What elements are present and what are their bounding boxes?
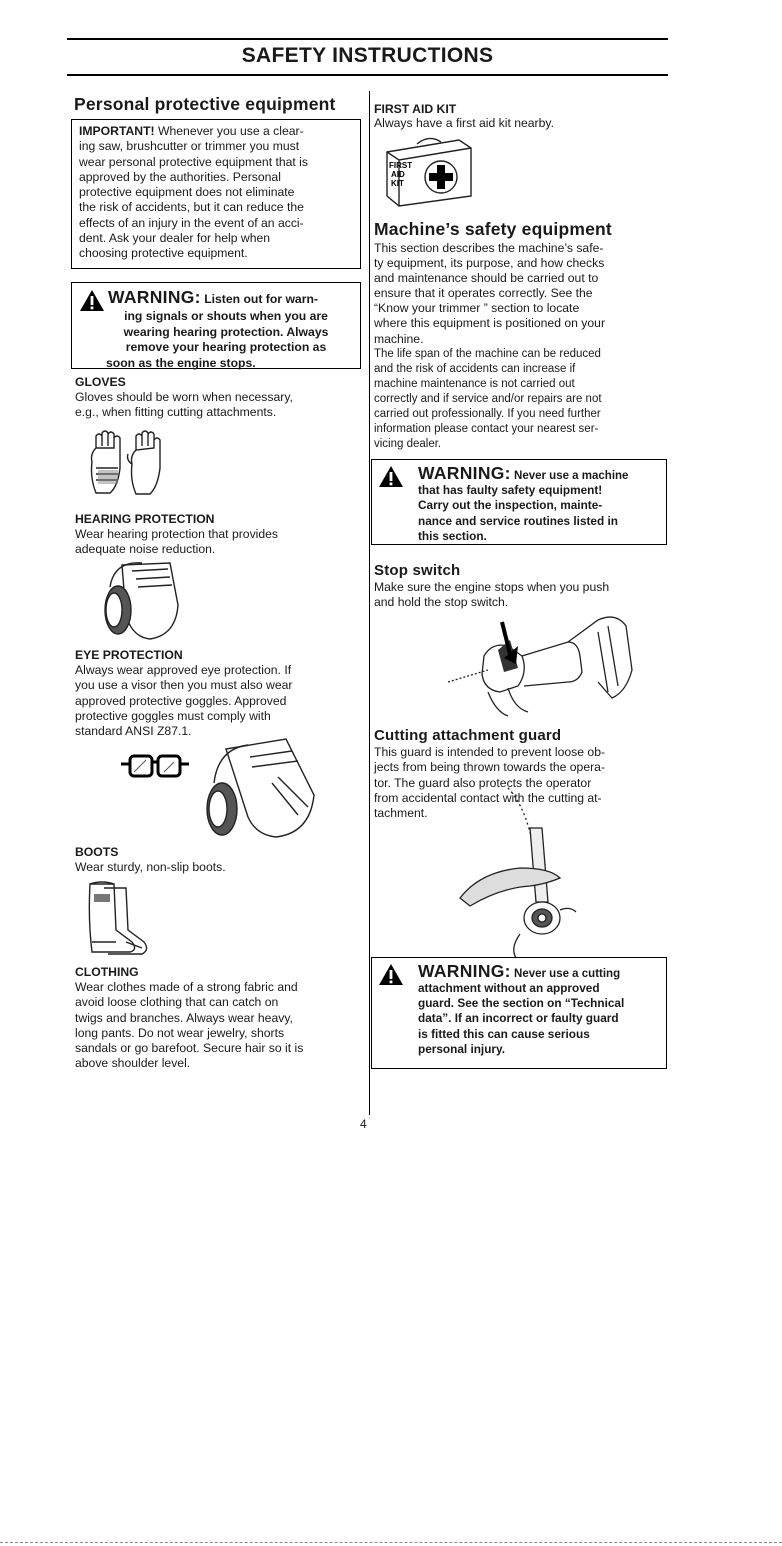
kit-label-first: FIRST bbox=[389, 161, 413, 170]
machine-safety-text: This section describes the machine’s safe- ty equipment, its purpose, and how checks and maintenance should be carried out to ensure that it operates correctly. See the “Know your trimmer ” section to locate where this equipment is positioned on your machine. The life span of the machine can be reduced and the risk of accidents can increase if machine maintenance is not carried out correctly and if service and/or repairs are not carried out professionally. If you need further information please contact your nearest ser- vicing dealer. bbox=[374, 241, 606, 451]
stop-switch-illustration bbox=[448, 612, 634, 722]
stop-switch-text: Make sure the engine stops when you push and hold the stop switch. bbox=[374, 580, 610, 610]
warning-body-guard: attachment without an approved guard. See the section on “Technical data”. If an incorrect or faulty guard is fitted this can cause serious personal injury. bbox=[418, 981, 625, 1056]
warning-text-guard: WARNING: Never use a cutting bbox=[418, 961, 621, 981]
boots-text: Wear sturdy, non-slip boots. bbox=[75, 860, 226, 874]
warning-body-safety-equipment: that has faulty safety equipment! Carry out the inspection, mainte- nance and service routines listed in this section. bbox=[418, 483, 618, 543]
boots-icon bbox=[86, 880, 152, 956]
kit-label-kit: KIT bbox=[391, 179, 404, 188]
gloves-text: Gloves should be worn when necessary, e.g., when fitting cutting attachments. bbox=[75, 390, 293, 420]
title-rule bbox=[67, 74, 668, 76]
warning-triangle-icon bbox=[378, 465, 404, 488]
eye-text: Always wear approved eye protection. If you use a visor then you must also wear approved protective goggles. Approved protective goggles must comply with standard ANSI Z87.1. bbox=[75, 663, 293, 739]
column-divider bbox=[369, 91, 370, 1115]
important-label: IMPORTANT! bbox=[79, 124, 155, 138]
guard-illustration bbox=[450, 788, 580, 958]
ppe-heading: Personal protective equipment bbox=[74, 94, 336, 114]
first-aid-text: Always have a first aid kit nearby. bbox=[374, 116, 554, 130]
guard-text: This guard is intended to prevent loose ob- jects from being thrown towards the opera- tor. The guard also protects the operator from accidental contact with the cutting at- tachment. bbox=[374, 745, 606, 821]
goggles-icon bbox=[120, 752, 190, 782]
important-text: IMPORTANT! Whenever you use a clear- ing saw, brushcutter or trimmer you must wear personal protective equipment that is approved by the authorities. Personal protective equipment does not eliminate the risk of accidents, but it can reduce the effects of an injury in the event of an acci- dent. Ask your dealer for help when choosing protective equipment. bbox=[79, 124, 308, 261]
gloves-icon bbox=[88, 428, 178, 498]
clothing-heading: CLOTHING bbox=[75, 965, 139, 979]
eye-heading: EYE PROTECTION bbox=[75, 648, 183, 662]
visor-icon bbox=[198, 737, 318, 839]
page-title: SAFETY INSTRUCTIONS bbox=[241, 44, 494, 67]
warning-triangle-icon bbox=[378, 963, 404, 986]
gloves-heading: GLOVES bbox=[75, 375, 126, 389]
first-aid-kit-icon bbox=[383, 132, 475, 208]
bottom-edge bbox=[0, 1542, 782, 1543]
clothing-text: Wear clothes made of a strong fabric and avoid loose clothing that can catch on twigs and branches. Always wear heavy, long pants. Do not wear jewelry, shorts sandals or go barefoot. Secure hair so it is above shoulder level. bbox=[75, 980, 304, 1071]
ear-protection-icon bbox=[92, 555, 182, 641]
boots-heading: BOOTS bbox=[75, 845, 119, 859]
warning-body-hearing: ing signals or shouts when you are wearing hearing protection. Always remove your hearing protection as soon as the engine stops. bbox=[106, 309, 329, 370]
kit-label-aid: AID bbox=[391, 170, 405, 179]
top-rule bbox=[67, 38, 668, 40]
stop-switch-heading: Stop switch bbox=[374, 562, 461, 579]
guard-heading: Cutting attachment guard bbox=[374, 727, 562, 744]
warning-text-hearing: WARNING: Listen out for warn- bbox=[108, 287, 318, 307]
hearing-heading: HEARING PROTECTION bbox=[75, 512, 215, 526]
machine-safety-heading: Machine’s safety equipment bbox=[374, 219, 612, 239]
page-number: 4 bbox=[360, 1117, 367, 1131]
hearing-text: Wear hearing protection that provides adequate noise reduction. bbox=[75, 527, 279, 557]
first-aid-heading: FIRST AID KIT bbox=[374, 102, 457, 116]
warning-text-safety-equipment: WARNING: Never use a machine bbox=[418, 463, 629, 483]
